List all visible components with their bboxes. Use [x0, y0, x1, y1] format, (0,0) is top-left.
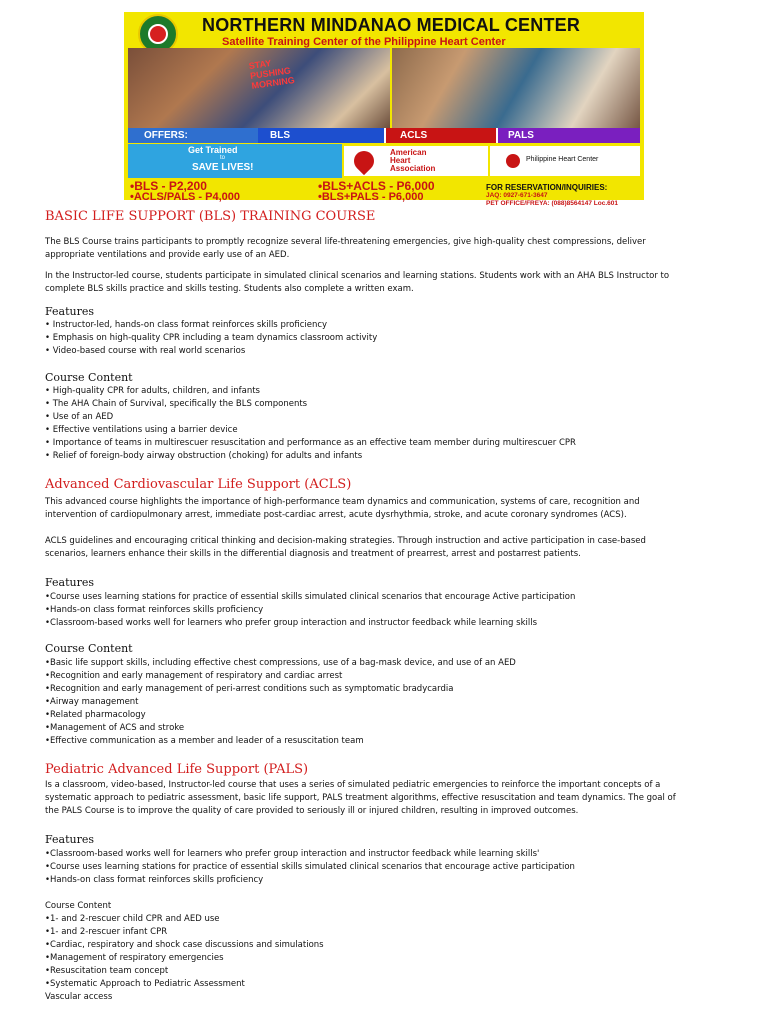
list-item: •Recognition and early management of respiratory and cardiac arrest [45, 671, 343, 681]
list-item: •Hands-on class format reinforces skills proficiency [45, 605, 264, 615]
bls-heading: BASIC LIFE SUPPORT (BLS) TRAINING COURSE [45, 209, 376, 224]
list-item: • Effective ventilations using a barrier device [45, 425, 238, 435]
phc-logo: Philippine Heart Center [490, 146, 640, 176]
save-lives-text: SAVE LIVES! [192, 162, 254, 173]
list-item: •Basic life support skills, including effective chest compressions, use of a bag-mask device, and use of an AED [45, 658, 516, 668]
list-item: • Video-based course with real world scenarios [45, 346, 246, 356]
acls-para1-line2: intervention of cardiopulmonary arrest, immediate post-cardiac arrest, acute dysrhythmia, stroke, and acute coronary syndromes (ACS). [45, 510, 627, 520]
acls-features-heading: Features [45, 576, 95, 589]
pals-para1-line2: systematic approach to pediatric assessment, basic life support, PALS treatment algorithms, effective resuscitation and team dynamics. The goal of [45, 793, 676, 803]
acls-para2-line1: ACLS guidelines and encouraging critical thinking and decision-making strategies. Through instruction and active participation in case-based [45, 536, 646, 546]
list-item: • Relief of foreign-body airway obstruction (choking) for adults and infants [45, 451, 363, 461]
banner-subtitle: Satellite Training Center of the Philippine Heart Center [222, 36, 506, 48]
list-item: • Use of an AED [45, 412, 114, 422]
list-item: •Management of respiratory emergencies [45, 953, 224, 963]
acls-para2-line2: scenarios, learners enhance their skills in the differential diagnosis and treatment of prearrest, arrest and postarrest patients. [45, 549, 581, 559]
pals-para1-line3: the PALS Course is to improve the quality of care provided to seriously ill or injured children, resulting in improved outcomes. [45, 806, 579, 816]
list-item: •1- and 2-rescuer child CPR and AED use [45, 914, 220, 924]
aha-logo: American Heart Association [344, 146, 488, 176]
bls-para1-line2: appropriate ventilations and provide early use of an AED. [45, 250, 290, 260]
price-acls-pals: •ACLS/PALS - P4,000 [130, 191, 241, 203]
bls-para2-line2: complete BLS skills practice and skills testing. Students also complete a written exam. [45, 284, 414, 294]
list-item: •Resuscitation team concept [45, 966, 169, 976]
list-item: •Management of ACS and stroke [45, 723, 185, 733]
promo-banner [124, 12, 644, 207]
offer-tag-acls: ACLS [386, 128, 496, 143]
pals-content-heading: Course Content [45, 901, 112, 911]
list-item: • Importance of teams in multirescuer resuscitation and performance as an effective team member during multirescuer CPR [45, 438, 576, 448]
list-item: •Classroom-based works well for learners who prefer group interaction and instructor feedback while learning skills [45, 618, 537, 628]
list-item: •Course uses learning stations for practice of essential skills simulated clinical scenarios that encourage Active participation [45, 592, 576, 602]
acls-content-heading: Course Content [45, 642, 133, 655]
price-bls: •BLS - P2,200 [130, 179, 207, 193]
bls-para1-line1: The BLS Course trains participants to promptly recognize several life-threatening emergencies, give high-quality chest compressions, deliver [45, 237, 646, 247]
price-bls-pals: •BLS+PALS - P6,000 [318, 191, 424, 203]
list-item: •Effective communication as a member and leader of a resuscitation team [45, 736, 364, 746]
bls-content-heading: Course Content [45, 371, 133, 384]
acls-para1-line1: This advanced course highlights the importance of high-performance team dynamics and communication, systems of care, recognition and [45, 497, 640, 507]
contact-pet-office: PET OFFICE/FREYA: (088)8564147 Loc.601 [486, 200, 618, 207]
bls-para2-line1: In the Instructor-led course, students participate in simulated clinical scenarios and learning stations. Students work with an AHA BLS Instructor to [45, 271, 670, 281]
training-photo-2 [392, 48, 640, 138]
shirt-text: STAY PUSHING MORNING [248, 58, 296, 91]
price-bls-acls: •BLS+ACLS - P6,000 [318, 179, 435, 193]
list-item: Vascular access [45, 992, 113, 1002]
list-item: •Course uses learning stations for practice of essential skills simulated clinical scenarios that encourage active participation [45, 862, 575, 872]
heart-icon [350, 147, 378, 175]
banner-title: NORTHERN MINDANAO MEDICAL CENTER [202, 15, 581, 35]
contact-jaq: JAQ: 0927-671-3647 [486, 192, 548, 199]
offers-label: OFFERS: [128, 128, 258, 143]
list-item: •Related pharmacology [45, 710, 146, 720]
offer-tag-bls: BLS [258, 128, 384, 143]
list-item: • Emphasis on high-quality CPR including a team dynamics classroom activity [45, 333, 378, 343]
pals-features-heading: Features [45, 833, 95, 846]
phc-heart-icon [506, 154, 520, 168]
list-item: • Instructor-led, hands-on class format reinforces skills proficiency [45, 320, 328, 330]
list-item: •Airway management [45, 697, 139, 707]
acls-heading: Advanced Cardiovascular Life Support (ACLS) [45, 477, 352, 492]
list-item: •Recognition and early management of peri-arrest conditions such as symptomatic bradycardia [45, 684, 454, 694]
get-trained-box: Get Trained to SAVE LIVES! [128, 144, 342, 178]
list-item: • The AHA Chain of Survival, specifically the BLS components [45, 399, 308, 409]
pals-para1-line1: Is a classroom, video-based, Instructor-led course that uses a series of simulated pediatric emergencies to reinforce the important concepts of a [45, 780, 661, 790]
get-trained-text: Get Trained [188, 145, 238, 155]
reservation-heading: FOR RESERVATION/INQUIRIES: [486, 183, 608, 192]
bls-features-heading: Features [45, 305, 95, 318]
list-item: • High-quality CPR for adults, children, and infants [45, 386, 260, 396]
offer-tag-pals: PALS [498, 128, 640, 143]
list-item: •Cardiac, respiratory and shock case discussions and simulations [45, 940, 324, 950]
pals-heading: Pediatric Advanced Life Support (PALS) [45, 762, 309, 777]
list-item: •1- and 2-rescuer infant CPR [45, 927, 168, 937]
list-item: •Systematic Approach to Pediatric Assessment [45, 979, 245, 989]
list-item: •Classroom-based works well for learners who prefer group interaction and instructor feedback while learning skills' [45, 849, 540, 859]
list-item: •Hands-on class format reinforces skills proficiency [45, 875, 264, 885]
